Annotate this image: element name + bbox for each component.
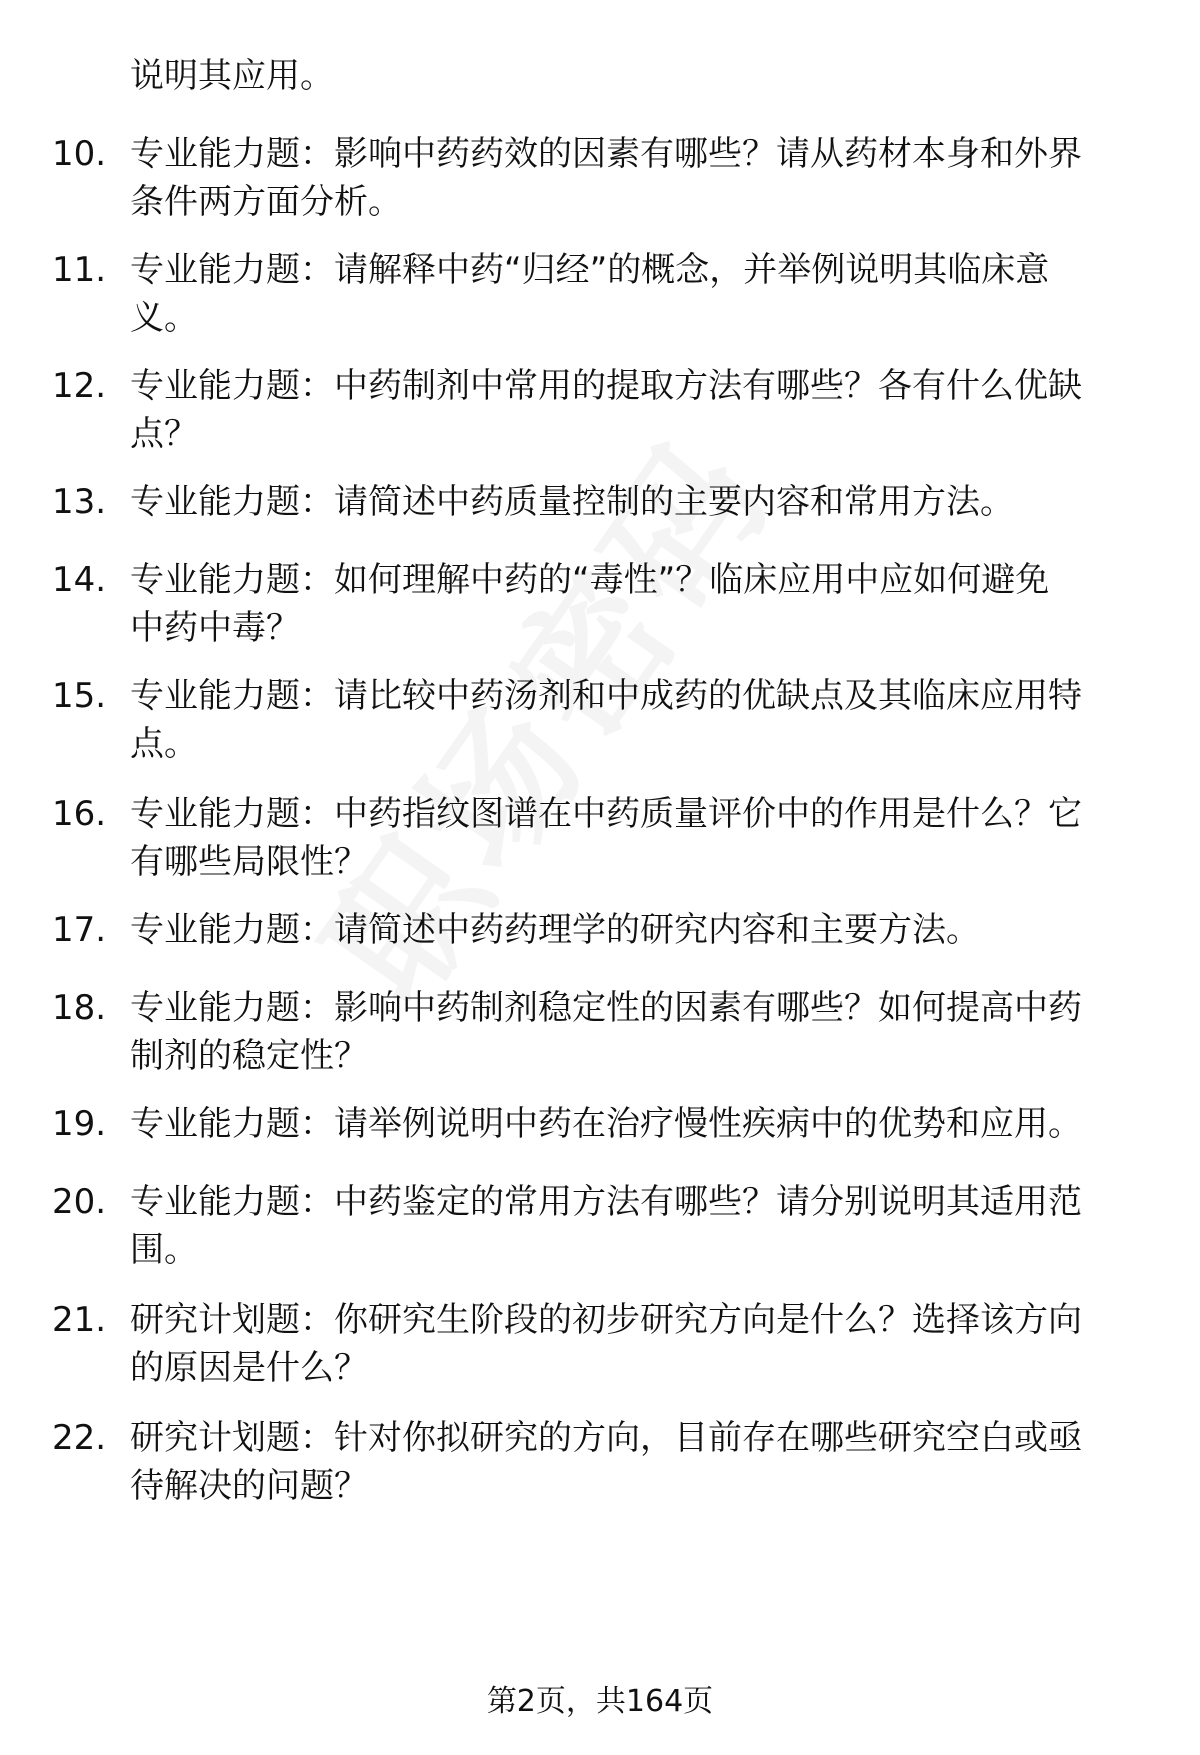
item-text: 研究计划题：针对你拟研究的方向，目前存在哪些研究空白或亟	[130, 1418, 1082, 1458]
item-text-continued: 条件两方面分析。	[130, 182, 402, 222]
item-number: 20.	[52, 1182, 107, 1222]
item-number: 17.	[52, 910, 107, 950]
item-number: 10.	[52, 134, 107, 174]
item-text-continued: 有哪些局限性？	[130, 842, 368, 882]
item-text-continued: 点。	[130, 724, 198, 764]
item-number: 12.	[52, 366, 107, 406]
item-text-continued: 围。	[130, 1230, 198, 1270]
item-number: 19.	[52, 1104, 107, 1144]
item-text-continued: 点？	[130, 414, 198, 454]
item-text: 专业能力题：请简述中药药理学的研究内容和主要方法。	[130, 910, 980, 950]
item-text: 专业能力题：中药鉴定的常用方法有哪些？请分别说明其适用范	[130, 1182, 1082, 1222]
item-text: 专业能力题：请解释中药“归经”的概念，并举例说明其临床意	[130, 250, 1050, 290]
item-number: 16.	[52, 794, 107, 834]
item-number: 15.	[52, 676, 107, 716]
item-number: 21.	[52, 1300, 107, 1340]
item-text-continued: 待解决的问题？	[130, 1466, 368, 1506]
item-text: 专业能力题：请比较中药汤剂和中成药的优缺点及其临床应用特	[130, 676, 1082, 716]
item-text-continued: 制剂的稳定性？	[130, 1036, 368, 1076]
item-number: 11.	[52, 250, 107, 290]
item-number: 18.	[52, 988, 107, 1028]
item-text: 专业能力题：中药制剂中常用的提取方法有哪些？各有什么优缺	[130, 366, 1082, 406]
item-text: 专业能力题：影响中药药效的因素有哪些？请从药材本身和外界	[130, 134, 1082, 174]
item-text: 专业能力题：影响中药制剂稳定性的因素有哪些？如何提高中药	[130, 988, 1082, 1028]
item-text-continued: 义。	[130, 298, 198, 338]
item-text-continued: 的原因是什么？	[130, 1348, 368, 1388]
item-text: 专业能力题：如何理解中药的“毒性”？临床应用中应如何避免	[130, 560, 1050, 600]
item-text: 专业能力题：请举例说明中药在治疗慢性疾病中的优势和应用。	[130, 1104, 1082, 1144]
item-text-continued: 中药中毒？	[130, 608, 300, 648]
continued-text: 说明其应用。	[130, 56, 334, 96]
item-text: 专业能力题：请简述中药质量控制的主要内容和常用方法。	[130, 482, 1014, 522]
item-text: 专业能力题：中药指纹图谱在中药质量评价中的作用是什么？它	[130, 794, 1082, 834]
item-number: 14.	[52, 560, 107, 600]
item-number: 13.	[52, 482, 107, 522]
page-number: 第2页，共164页	[486, 1684, 714, 1719]
item-number: 22.	[52, 1418, 107, 1458]
item-text: 研究计划题：你研究生阶段的初步研究方向是什么？选择该方向	[130, 1300, 1082, 1340]
